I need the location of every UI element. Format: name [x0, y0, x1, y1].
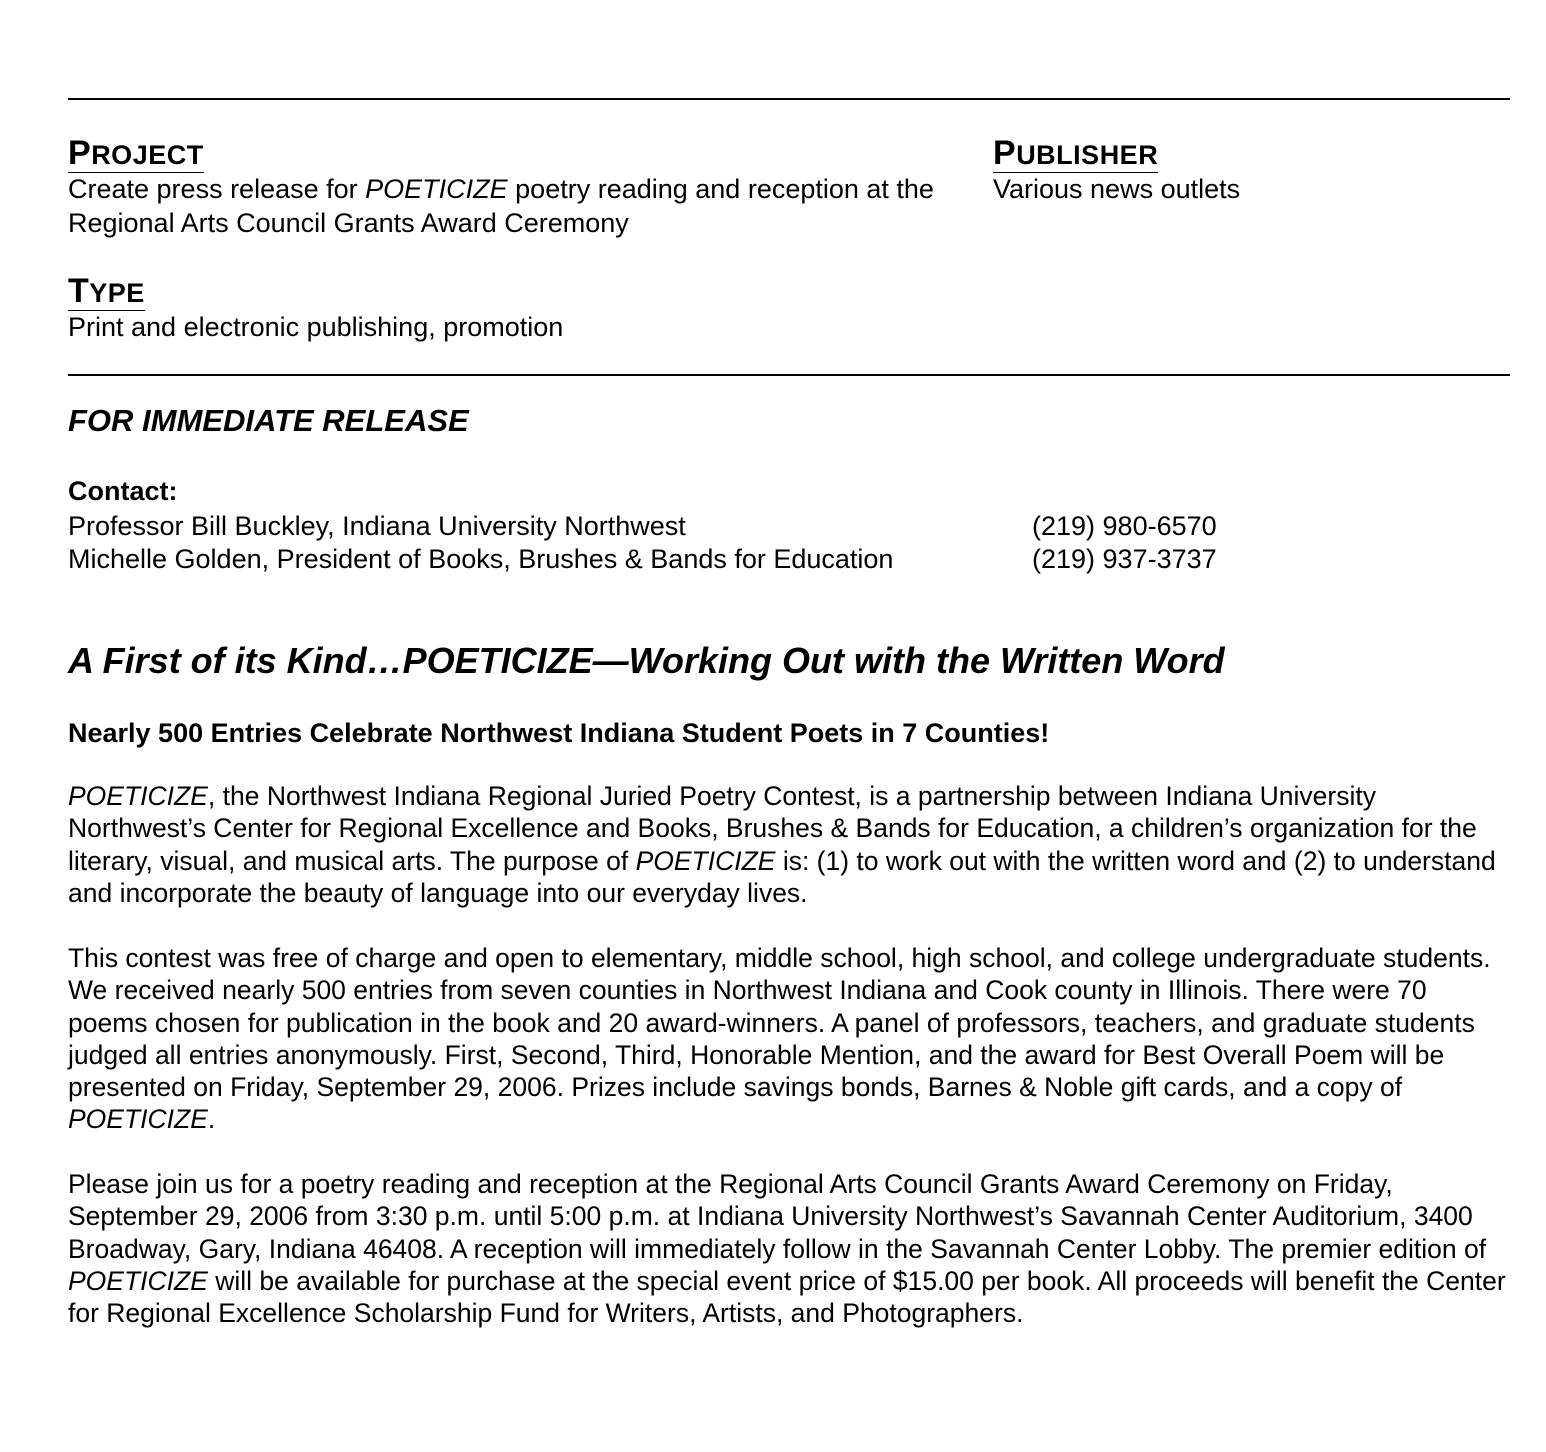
paragraph-text: This contest was free of charge and open to elementary, middle school, high school, and college undergraduate students. We received nearly 500 entries from seven counties in Northwest Indiana and Cook county in Illinois. There were 70 poems chosen for publication in the book and 20 award-winners. A panel of professors, teachers, and graduate students judged all entries anonymously. First, Second, Third, Honorable Mention, and the award for Best Overall Poem will be presented on Friday, September 29, 2006. Prizes include savings bonds, Barnes & Noble gift cards, and a copy of — [68, 943, 1491, 1103]
poeticize-title: POETICIZE — [635, 845, 776, 876]
article-paragraph — [68, 942, 1510, 1136]
project-heading-cap: P — [68, 134, 92, 172]
publisher-heading-cap: P — [993, 134, 1017, 172]
contact-name: Michelle Golden, President of Books, Brushes & Bands for Education — [68, 544, 894, 574]
paragraph-text: will be available for purchase at the special event price of $15.00 per book. All proceeds will benefit the Center for Regional Excellence Scholarship Fund for Writers, Artists, and Photographers. — [68, 1265, 1506, 1329]
poeticize-title: POETICIZE — [68, 781, 208, 811]
type-heading-rest: YPE — [89, 278, 145, 308]
poeticize-title: POETICIZE — [68, 1104, 208, 1135]
project-heading — [68, 136, 204, 173]
type-heading — [68, 274, 145, 311]
paragraph-text: is: (1) to work out with the written word and (2) to understand and incorporate the beauty of language into our everyday lives. — [68, 845, 1496, 908]
paragraph-text: , the Northwest Indiana Regional Juried Poetry Contest, is a partnership between Indiana University Northwest’s Center for Regional Excellence and Books, Brushes & Bands for Education, a children’s organization for the literary, visual, and musical arts. The purpose of — [68, 781, 1477, 876]
paragraph-text: . — [207, 1104, 216, 1135]
paragraph-text: Please join us for a poetry reading and reception at the Regional Arts Council Grants Award Ceremony on Friday, September 29, 2006 from 3:30 p.m. until 5:00 p.m. at Indiana University Northwest’s Savannah Center Auditorium, 3400 Broadway, Gary, Indiana 46408. A reception will immediately follow in the Savannah Center Lobby. The premier edition of — [68, 1169, 1487, 1264]
project-text-pre: Create press release for — [68, 174, 366, 204]
type-description: Print and electronic publishing, promotion — [68, 312, 564, 342]
project-text-em: POETICIZE — [365, 174, 508, 204]
contact-label: Contact: — [68, 476, 178, 506]
type-heading-cap: T — [68, 272, 90, 310]
top-divider — [68, 98, 1510, 100]
project-text-post: poetry reading and reception at the Regional Arts Council Grants Award Ceremony — [68, 174, 934, 238]
article-subhead: Nearly 500 Entries Celebrate Northwest Indiana Student Poets in 7 Counties! — [68, 718, 1050, 748]
article-paragraph — [68, 1168, 1510, 1329]
publisher-description: Various news outlets — [993, 174, 1241, 204]
contact-name: Professor Bill Buckley, Indiana University Northwest — [68, 511, 686, 541]
project-description — [68, 172, 948, 240]
poeticize-title: POETICIZE — [68, 1265, 208, 1296]
publisher-heading — [993, 136, 1158, 173]
article-paragraph — [68, 780, 1510, 909]
middle-divider — [68, 374, 1510, 376]
contact-phone: (219) 937-3737 — [1032, 544, 1217, 574]
release-label: FOR IMMEDIATE RELEASE — [68, 403, 469, 438]
contact-phone: (219) 980-6570 — [1032, 511, 1217, 541]
publisher-heading-rest: UBLISHER — [1016, 140, 1159, 170]
article-headline: A First of its Kind…POETICIZE—Working Out with the Written Word — [68, 640, 1225, 681]
project-heading-rest: ROJECT — [91, 140, 204, 170]
